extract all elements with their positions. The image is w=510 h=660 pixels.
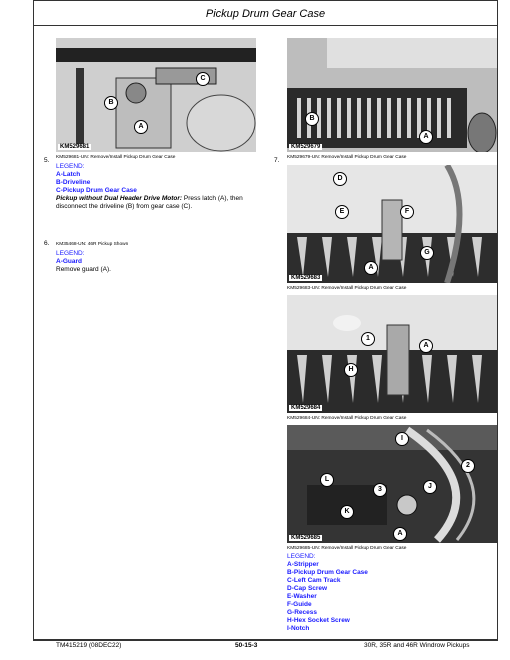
footer-divider	[33, 640, 498, 641]
callout-j: J	[423, 480, 437, 494]
callout-l: L	[320, 473, 334, 487]
callout-f: F	[400, 205, 414, 219]
callout-h: H	[344, 363, 358, 377]
step-6	[56, 250, 271, 274]
header-divider	[33, 25, 498, 26]
footer-page-number: 50-15-3	[235, 642, 258, 649]
step-5	[56, 163, 271, 211]
legend-item: F-Guide	[287, 601, 312, 608]
legend-item: A-Latch	[56, 171, 81, 178]
legend-item: C-Left Cam Track	[287, 577, 341, 584]
figure-caption: KM529681-UN: Remove/Install Pickup Drum Gear Case	[56, 155, 176, 160]
callout-g: G	[420, 246, 434, 260]
callout-k: K	[340, 505, 354, 519]
pickup-drum-illustration	[287, 38, 497, 152]
callout-3: 3	[373, 483, 387, 497]
figure-caption: KM529684-UN: Remove/Install Pickup Drum Gear Case	[287, 416, 407, 421]
instruction-text: Press latch (A), then disconnect the driveline (B) from gear case (C).	[56, 195, 243, 210]
figure-id: KM529679	[291, 144, 321, 150]
legend-item: I-Notch	[287, 625, 310, 632]
callout-a: A	[134, 120, 148, 134]
legend-item: B-Driveline	[56, 179, 91, 186]
hex-screw-illustration	[287, 295, 497, 413]
legend-item: G-Recess	[287, 609, 317, 616]
legend-item: E-Washer	[287, 593, 317, 600]
figure-km529683	[287, 165, 497, 283]
guide-illustration	[287, 165, 497, 283]
callout-2: 2	[461, 459, 475, 473]
legend-item: C-Pickup Drum Gear Case	[56, 187, 137, 194]
step-6-number: 6.	[44, 240, 50, 247]
legend-item: D-Cap Screw	[287, 585, 328, 592]
callout-a: A	[364, 261, 378, 275]
legend-item: H-Hex Socket Screw	[287, 617, 350, 624]
figure-caption: KM529679-UN: Remove/Install Pickup Drum Gear Case	[287, 155, 407, 160]
figure-km529684	[287, 295, 497, 413]
cam-track-illustration	[287, 425, 497, 543]
callout-a: A	[419, 130, 433, 144]
figure-km529685	[287, 425, 497, 543]
driveline-illustration	[56, 38, 256, 152]
figure-km529681	[56, 38, 256, 152]
callout-d: D	[333, 172, 347, 186]
figure-id: KM529685	[291, 535, 321, 541]
callout-i: I	[395, 432, 409, 446]
step-5-number: 5.	[44, 157, 50, 164]
legend-item: A-Stripper	[287, 561, 319, 568]
legend-item: B-Pickup Drum Gear Case	[287, 569, 368, 576]
figure-id: KM529681	[60, 144, 90, 150]
legend-title: LEGEND:	[287, 553, 316, 560]
page-title: Pickup Drum Gear Case	[205, 8, 326, 20]
callout-b: B	[305, 112, 319, 126]
callout-a: A	[393, 527, 407, 541]
callout-c: C	[196, 72, 210, 86]
figure-caption: KM35468-UN: 46R Pickup Shown	[56, 242, 129, 247]
figure-id: KM529684	[291, 405, 321, 411]
condition-text: Pickup without Dual Header Drive Motor:	[56, 195, 183, 202]
footer-doc-title: 30R, 35R and 46R Windrow Pickups	[364, 642, 470, 649]
legend-title: LEGEND:	[56, 163, 85, 170]
callout-e: E	[335, 205, 349, 219]
figure-caption: KM529685-UN: Remove/Install Pickup Drum Gear Case	[287, 546, 407, 551]
callout-a: A	[419, 339, 433, 353]
figure-caption: KM529683-UN: Remove/Install Pickup Drum Gear Case	[287, 286, 407, 291]
instruction-text: Remove guard (A).	[56, 266, 111, 273]
step-7-number: 7.	[274, 157, 280, 164]
legend-right	[287, 553, 368, 633]
legend-title: LEGEND:	[56, 250, 85, 257]
callout-1: 1	[361, 332, 375, 346]
figure-id: KM529683	[291, 275, 321, 281]
footer-doc-id: TM415219 (08DEC22)	[56, 642, 122, 649]
callout-b: B	[104, 96, 118, 110]
legend-item: A-Guard	[56, 258, 82, 265]
figure-km529679	[287, 38, 497, 152]
